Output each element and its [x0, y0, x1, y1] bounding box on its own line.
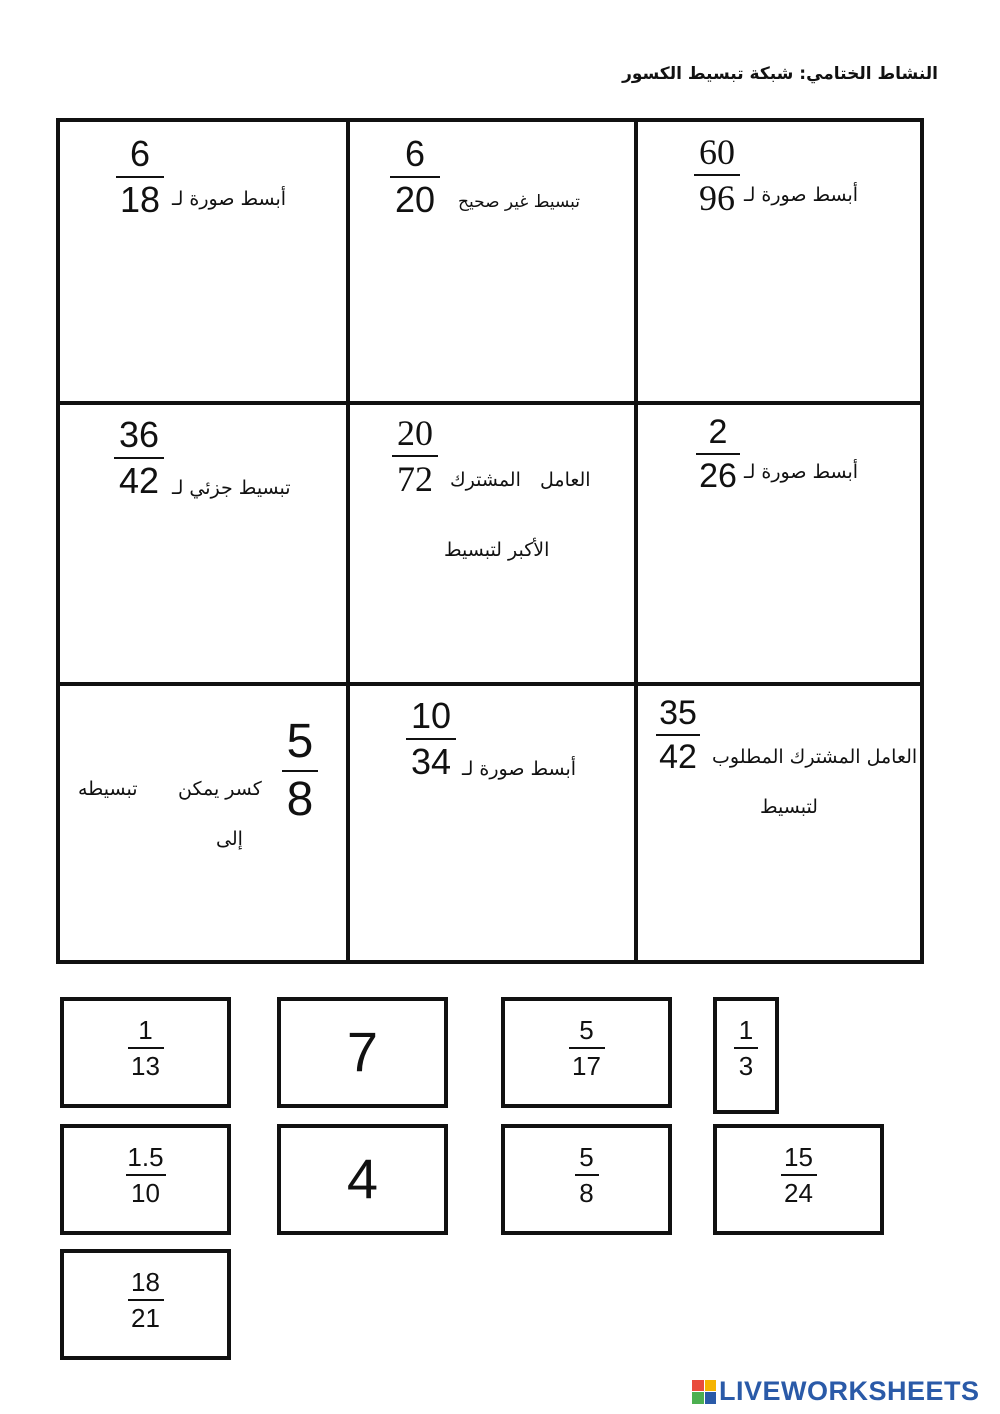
logo-square: [705, 1392, 717, 1404]
cell-label: أبسط صورة لـ: [744, 461, 859, 483]
fraction: [116, 133, 164, 220]
fraction-bar: [696, 453, 740, 455]
numerator: 6: [404, 133, 426, 174]
fraction-bar: [575, 1174, 599, 1176]
fraction-bar: [128, 1047, 164, 1049]
worksheet-title: النشاط الختامي: شبكة تبسيط الكسور: [622, 64, 938, 84]
fraction-bar: [781, 1174, 817, 1176]
denominator: 34: [410, 741, 452, 782]
numerator: 18: [131, 1267, 160, 1297]
grid-cell-3[interactable]: [638, 122, 924, 401]
cell-label: الأكبر لتبسيط: [444, 539, 550, 561]
grid-cell-9[interactable]: [638, 686, 924, 964]
whole-number: 4: [346, 1147, 379, 1210]
fraction: [128, 1017, 164, 1079]
fraction-grid: [56, 118, 924, 964]
fraction: [126, 1144, 166, 1206]
fraction: [406, 695, 456, 782]
fraction-bar: [114, 457, 164, 459]
grid-cell-8[interactable]: [350, 686, 634, 964]
numerator: 6: [129, 133, 151, 174]
grid-cell-6[interactable]: [638, 405, 924, 682]
fraction: [282, 715, 318, 826]
grid-cell-4[interactable]: [60, 405, 346, 682]
fraction-bar: [392, 455, 438, 457]
liveworksheets-icon: [692, 1380, 716, 1404]
denominator: 17: [572, 1051, 601, 1081]
answer-card[interactable]: [277, 1124, 448, 1235]
fraction: [569, 1017, 605, 1079]
logo-square: [705, 1380, 717, 1392]
logo-square: [692, 1392, 704, 1404]
grid-cell-7[interactable]: [60, 686, 346, 964]
fraction-bar: [116, 176, 164, 178]
cell-label: أبسط صورة لـ: [172, 188, 287, 210]
numerator: 1: [738, 1015, 754, 1045]
fraction-bar: [282, 770, 318, 772]
fraction: [392, 415, 438, 497]
fraction: [656, 696, 700, 774]
answer-card[interactable]: [713, 997, 779, 1114]
fraction-bar: [694, 174, 740, 176]
cell-label: أبسط صورة لـ: [744, 184, 859, 206]
cell-label: العامل المشترك المطلوب: [712, 746, 918, 768]
numerator: 20: [397, 413, 433, 453]
whole-number: 7: [346, 1020, 379, 1083]
fraction: [114, 414, 164, 501]
numerator: 35: [659, 694, 697, 732]
fraction: [734, 1017, 758, 1079]
grid-cell-5[interactable]: [350, 405, 634, 682]
fraction: [390, 133, 440, 220]
fraction-bar: [734, 1047, 758, 1049]
numerator: 60: [699, 132, 735, 172]
liveworksheets-logo: [692, 1376, 980, 1407]
cell-label: العامل: [540, 469, 591, 491]
fraction-bar: [128, 1299, 164, 1301]
cell-label: كسر يمكن: [178, 778, 262, 800]
answer-card[interactable]: [60, 1249, 231, 1360]
denominator: 96: [699, 178, 735, 218]
denominator: 24: [784, 1178, 813, 1208]
denominator: 21: [131, 1303, 160, 1333]
answer-card[interactable]: [501, 1124, 672, 1235]
grid-cell-1[interactable]: [60, 122, 346, 401]
answer-card[interactable]: [501, 997, 672, 1108]
denominator: 10: [131, 1178, 160, 1208]
cell-label: أبسط صورة لـ: [462, 758, 577, 780]
cell-label: تبسيطه: [78, 778, 138, 800]
fraction: [694, 134, 740, 216]
denominator: 8: [579, 1178, 594, 1208]
numerator: 1: [138, 1015, 153, 1045]
fraction: [781, 1144, 817, 1206]
denominator: 8: [286, 773, 314, 826]
denominator: 3: [738, 1051, 754, 1081]
fraction-bar: [126, 1174, 166, 1176]
fraction-bar: [390, 176, 440, 178]
numerator: 5: [579, 1142, 594, 1172]
denominator: 72: [397, 459, 433, 499]
fraction-bar: [656, 734, 700, 736]
fraction-bar: [406, 738, 456, 740]
denominator: 13: [131, 1051, 160, 1081]
answer-card[interactable]: [277, 997, 448, 1108]
denominator: 42: [659, 738, 697, 776]
cell-label: المشترك: [450, 469, 521, 491]
numerator: 1.5: [127, 1142, 164, 1172]
answer-card[interactable]: [60, 997, 231, 1108]
numerator: 2: [708, 413, 728, 451]
denominator: 20: [394, 179, 436, 220]
answer-card[interactable]: [60, 1124, 231, 1235]
logo-text: LIVEWORKSHEETS: [719, 1376, 980, 1406]
logo-square: [692, 1380, 704, 1392]
fraction: [575, 1144, 599, 1206]
answer-card[interactable]: [713, 1124, 884, 1235]
cell-label: إلى: [216, 828, 243, 850]
cell-label: لتبسيط: [760, 796, 818, 818]
numerator: 15: [784, 1142, 813, 1172]
denominator: 26: [699, 457, 737, 495]
numerator: 36: [118, 414, 160, 455]
denominator: 42: [118, 460, 160, 501]
numerator: 10: [410, 695, 452, 736]
cell-label: تبسيط جزئي لـ: [172, 477, 291, 499]
fraction-bar: [569, 1047, 605, 1049]
fraction: [696, 415, 740, 493]
numerator: 5: [286, 715, 314, 768]
cell-label: تبسيط غير صحيح: [458, 192, 581, 212]
numerator: 5: [579, 1015, 594, 1045]
grid-cell-2[interactable]: [350, 122, 634, 401]
denominator: 18: [119, 179, 161, 220]
fraction: [128, 1269, 164, 1331]
